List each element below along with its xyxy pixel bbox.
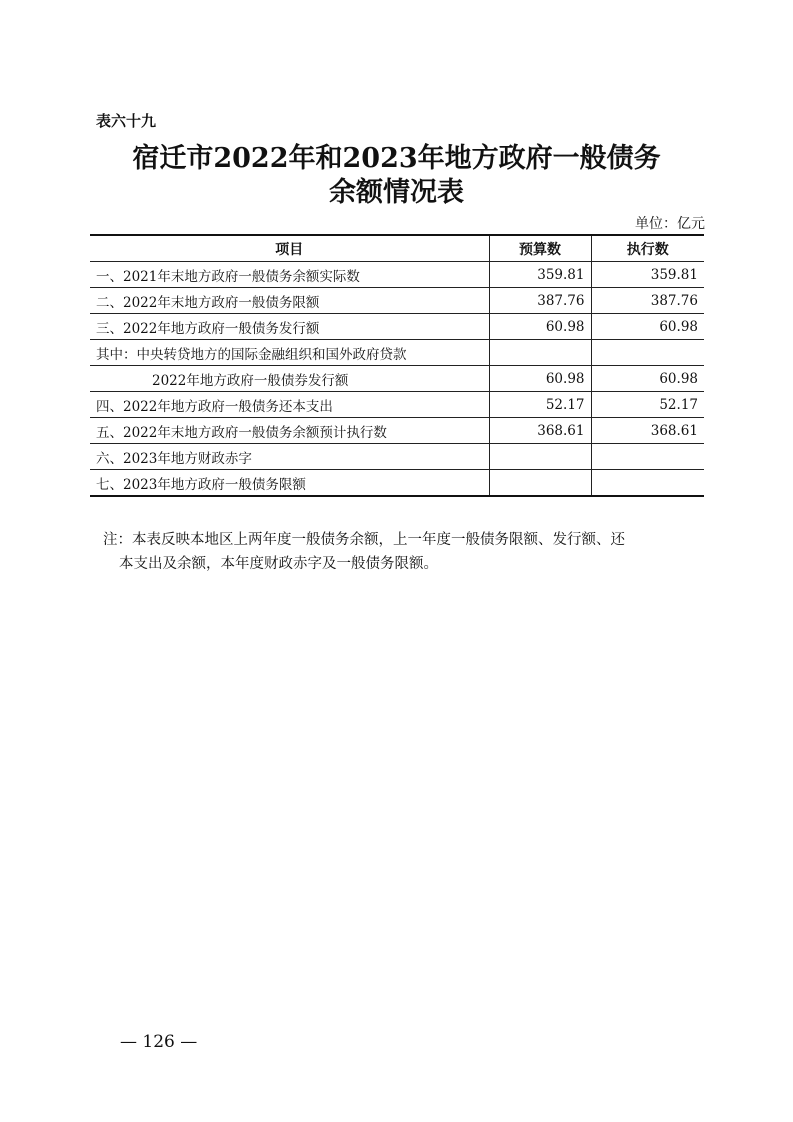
row-actual bbox=[591, 340, 704, 366]
page-number: — 126 — bbox=[120, 1032, 198, 1052]
column-header-item: 项目 bbox=[90, 235, 489, 262]
table-row bbox=[90, 314, 704, 340]
row-budget: 60.98 bbox=[489, 366, 591, 392]
row-actual bbox=[591, 470, 704, 497]
row-actual: 52.17 bbox=[591, 392, 704, 418]
page-title-line-2: 余额情况表 bbox=[329, 177, 464, 208]
note-line-2: 本支出及余额，本年度财政赤字及一般债务限额。 bbox=[119, 556, 438, 572]
table-row bbox=[90, 288, 704, 314]
row-item: 三、2022年地方政府一般债务发行额 bbox=[90, 314, 489, 340]
row-actual bbox=[591, 444, 704, 470]
row-item: 2022年地方政府一般债券发行额 bbox=[90, 366, 489, 392]
debt-balance-table bbox=[90, 234, 704, 497]
row-item: 七、2023年地方政府一般债务限额 bbox=[90, 470, 489, 497]
row-budget bbox=[489, 340, 591, 366]
row-budget: 368.61 bbox=[489, 418, 591, 444]
table-row bbox=[90, 392, 704, 418]
row-item: 六、2023年地方财政赤字 bbox=[90, 444, 489, 470]
row-actual: 368.61 bbox=[591, 418, 704, 444]
row-budget bbox=[489, 444, 591, 470]
column-header-actual: 执行数 bbox=[591, 235, 704, 262]
row-budget: 387.76 bbox=[489, 288, 591, 314]
row-actual: 359.81 bbox=[591, 262, 704, 288]
row-item: 五、2022年末地方政府一般债务余额预计执行数 bbox=[90, 418, 489, 444]
table-note bbox=[103, 528, 703, 576]
table-row bbox=[90, 262, 704, 288]
table-row bbox=[90, 340, 704, 366]
row-item: 四、2022年地方政府一般债务还本支出 bbox=[90, 392, 489, 418]
row-actual: 60.98 bbox=[591, 366, 704, 392]
row-item: 其中：中央转贷地方的国际金融组织和国外政府贷款 bbox=[90, 340, 489, 366]
row-item: 二、2022年末地方政府一般债务限额 bbox=[90, 288, 489, 314]
column-header-budget: 预算数 bbox=[489, 235, 591, 262]
unit-label: 单位：亿元 bbox=[635, 216, 705, 232]
row-actual: 60.98 bbox=[591, 314, 704, 340]
table-row bbox=[90, 366, 704, 392]
row-actual: 387.76 bbox=[591, 288, 704, 314]
table-label: 表六十九 bbox=[96, 112, 157, 130]
page-title-line-1: 宿迁市2022年和2023年地方政府一般债务 bbox=[132, 143, 661, 174]
table-row bbox=[90, 444, 704, 470]
row-budget: 359.81 bbox=[489, 262, 591, 288]
table-row bbox=[90, 470, 704, 497]
row-budget: 60.98 bbox=[489, 314, 591, 340]
table-row bbox=[90, 418, 704, 444]
note-line-1: 注：本表反映本地区上两年度一般债务余额，上一年度一般债务限额、发行额、还 bbox=[103, 532, 625, 548]
row-budget: 52.17 bbox=[489, 392, 591, 418]
row-item: 一、2021年末地方政府一般债务余额实际数 bbox=[90, 262, 489, 288]
row-budget bbox=[489, 470, 591, 497]
table-header-row bbox=[90, 235, 704, 262]
